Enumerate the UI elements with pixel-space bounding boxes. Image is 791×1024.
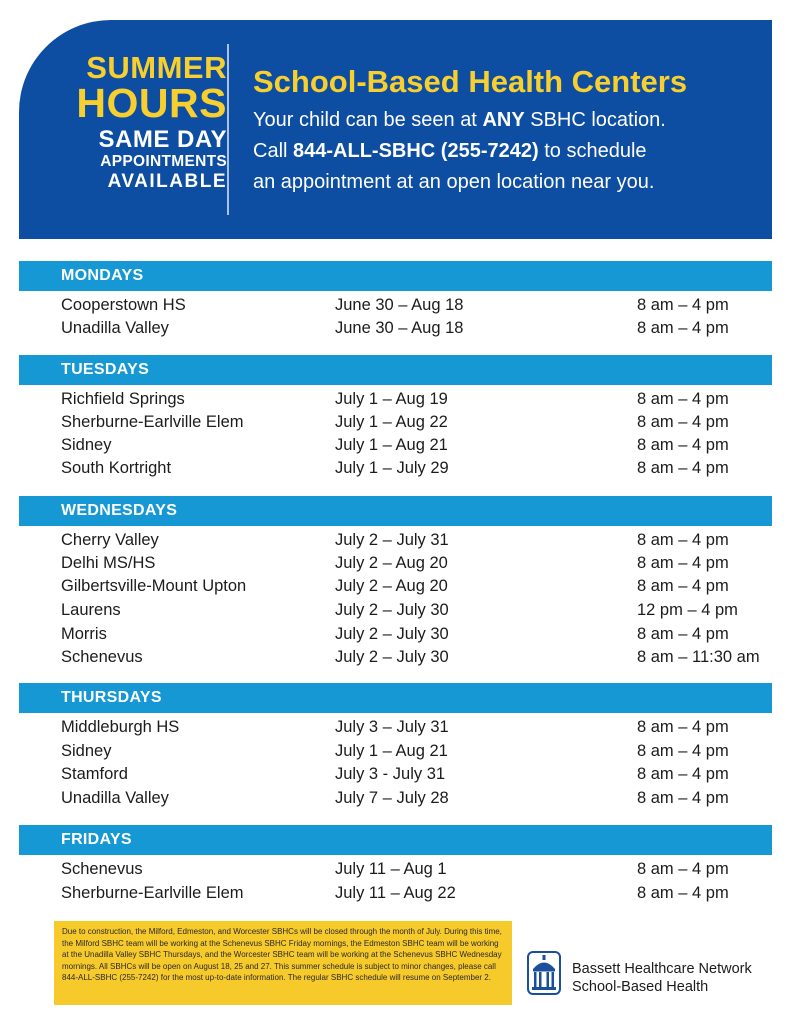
hours-range: 8 am – 4 pm [637, 765, 729, 783]
schedule-row [0, 411, 791, 434]
day-header-wednesdays: WEDNESDAYS [19, 496, 772, 526]
location: Sidney [61, 436, 112, 454]
schedule-row [0, 575, 791, 598]
date-range: July 3 - July 31 [335, 765, 446, 783]
hours-range: 12 pm – 4 pm [637, 601, 738, 619]
location: Laurens [61, 601, 121, 619]
schedule-row [0, 787, 791, 810]
info-line-2: Call 844-ALL-SBHC (255-7242) to schedule [253, 140, 647, 162]
summer-heading: SUMMER [86, 50, 227, 85]
date-range: July 7 – July 28 [335, 789, 449, 807]
date-range: July 2 – July 30 [335, 625, 449, 643]
info-line-1: Your child can be seen at ANY SBHC location. [253, 109, 666, 131]
date-range: July 1 – Aug 21 [335, 436, 448, 454]
date-range: July 2 – July 31 [335, 531, 449, 549]
day-header-tuesdays: TUESDAYS [19, 355, 772, 385]
date-range: July 3 – July 31 [335, 718, 449, 736]
header-divider [227, 44, 229, 215]
hours-range: 8 am – 4 pm [637, 718, 729, 736]
hours-range: 8 am – 4 pm [637, 742, 729, 760]
bassett-building-icon [527, 951, 561, 995]
schedule-row [0, 457, 791, 480]
header-banner [19, 20, 772, 239]
construction-notice: Due to construction, the Milford, Edmeston, and Worcester SBHCs will be closed through the month of July. During this time, the Milford SBHC team will be working at the Schenevus SBHC Friday mornings, the Edmeston SBHC team will be working at the Unadilla Valley SBHC Thursdays, and the Worcester SBHC team will be working at the Schenevus SBHC Wednesday mornings. All SBHCs will be open on August 18, 25 and 27. This summer schedule is subject to minor changes, please call 844-ALL-SBHC (255-7242) for the most up-to-date information. The regular SBHC schedule will resume on September 2. [54, 921, 512, 1005]
date-range: July 2 – Aug 20 [335, 577, 448, 595]
hours-range: 8 am – 4 pm [637, 459, 729, 477]
hours-range: 8 am – 4 pm [637, 554, 729, 572]
day-header-thursdays: THURSDAYS [19, 683, 772, 713]
hours-range: 8 am – 4 pm [637, 860, 729, 878]
location: Middleburgh HS [61, 718, 180, 736]
location: Gilbertsville-Mount Upton [61, 577, 247, 595]
hours-range: 8 am – 4 pm [637, 625, 729, 643]
location: Morris [61, 625, 107, 643]
phone-number: 844-ALL-SBHC (255-7242) [293, 140, 539, 162]
schedule-row [0, 882, 791, 905]
location: Unadilla Valley [61, 319, 169, 337]
date-range: July 2 – July 30 [335, 648, 449, 666]
location: Richfield Springs [61, 390, 185, 408]
hours-range: 8 am – 4 pm [637, 577, 729, 595]
schedule-row [0, 552, 791, 575]
same-day-text: SAME DAY [98, 126, 227, 153]
schedule-row [0, 294, 791, 317]
schedule-row [0, 623, 791, 646]
location: Cooperstown HS [61, 296, 186, 314]
location: Stamford [61, 765, 128, 783]
location: Unadilla Valley [61, 789, 169, 807]
location: South Kortright [61, 459, 172, 477]
date-range: July 11 – Aug 1 [335, 860, 447, 878]
location: Delhi MS/HS [61, 554, 156, 572]
date-range: July 1 – July 29 [335, 459, 449, 477]
schedule-row [0, 763, 791, 786]
location: Sidney [61, 742, 112, 760]
hours-range: 8 am – 4 pm [637, 531, 729, 549]
hours-range: 8 am – 4 pm [637, 884, 729, 902]
hours-heading: HOURS [76, 80, 227, 126]
date-range: July 1 – Aug 19 [335, 390, 448, 408]
page-title: School-Based Health Centers [253, 64, 688, 99]
appointments-text: APPOINTMENTS [100, 153, 227, 170]
sbhc-info-block [253, 64, 758, 198]
hours-range: 8 am – 11:30 am [637, 648, 760, 666]
summer-hours-block [37, 52, 227, 193]
date-range: July 11 – Aug 22 [335, 884, 456, 902]
brand-name: Bassett Healthcare Network [572, 961, 752, 977]
date-range: July 1 – Aug 22 [335, 413, 448, 431]
location: Schenevus [61, 860, 143, 878]
schedule-row [0, 388, 791, 411]
hours-range: 8 am – 4 pm [637, 413, 729, 431]
day-header-fridays: FRIDAYS [19, 825, 772, 855]
schedule-row [0, 646, 791, 669]
hours-range: 8 am – 4 pm [637, 319, 729, 337]
info-line-3: an appointment at an open location near you. [253, 171, 655, 193]
schedule-row [0, 716, 791, 739]
date-range: July 1 – Aug 21 [335, 742, 448, 760]
day-header-mondays: MONDAYS [19, 261, 772, 291]
schedule-row [0, 434, 791, 457]
location: Cherry Valley [61, 531, 159, 549]
date-range: July 2 – Aug 20 [335, 554, 448, 572]
schedule-row [0, 317, 791, 340]
hours-range: 8 am – 4 pm [637, 296, 729, 314]
hours-range: 8 am – 4 pm [637, 789, 729, 807]
brand-subtitle: School-Based Health [572, 979, 709, 995]
hours-range: 8 am – 4 pm [637, 390, 729, 408]
schedule-row [0, 529, 791, 552]
available-text: AVAILABLE [107, 171, 227, 192]
hours-range: 8 am – 4 pm [637, 436, 729, 454]
brand-block [527, 951, 777, 997]
schedule-row [0, 599, 791, 622]
location: Schenevus [61, 648, 143, 666]
date-range: July 2 – July 30 [335, 601, 449, 619]
schedule-row [0, 740, 791, 763]
location: Sherburne-Earlville Elem [61, 884, 244, 902]
date-range: June 30 – Aug 18 [335, 296, 464, 314]
schedule-row [0, 858, 791, 881]
location: Sherburne-Earlville Elem [61, 413, 244, 431]
date-range: June 30 – Aug 18 [335, 319, 464, 337]
